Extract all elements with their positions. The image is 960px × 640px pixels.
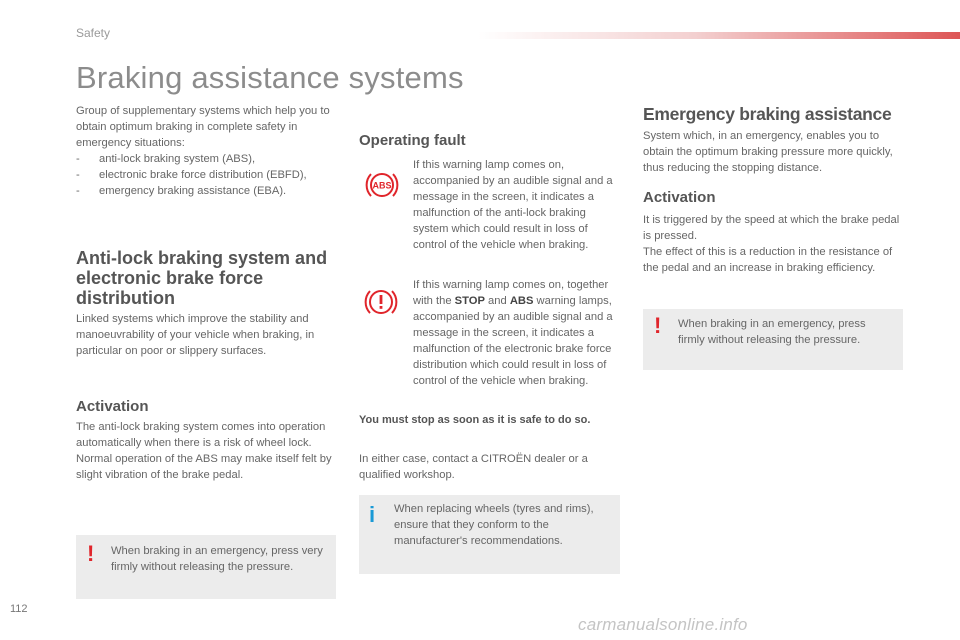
- intro-block: [76, 103, 338, 199]
- page-title: Braking assistance systems: [76, 60, 464, 95]
- operating-fault-title: Operating fault: [359, 132, 466, 149]
- lamp2-text-and: and: [484, 295, 510, 307]
- page-number: 112: [10, 603, 28, 615]
- wheels-info-text: When replacing wheels (tyres and rims), ensure that they conform to the manufacturer's recommendations.: [394, 503, 594, 547]
- either-case-text: In either case, contact a CITROËN dealer or a qualified workshop.: [359, 453, 588, 481]
- info-icon: i: [369, 502, 376, 527]
- brake-warning-lamp-icon: [364, 285, 398, 319]
- must-stop-note: You must stop as soon as it is safe to do so.: [359, 414, 591, 426]
- list-item: - electronic brake force distribution (EBFD),: [76, 167, 338, 183]
- eba-activation-text-1: It is triggered by the speed at which the brake pedal is pressed.: [643, 214, 900, 242]
- header-accent-bar: [478, 32, 960, 39]
- abs-lamp-label: ABS: [372, 180, 392, 191]
- abs-activation-text-2: Normal operation of the ABS may make itself felt by slight vibration of the brake pedal.: [76, 453, 332, 481]
- lamp2-text-before: If this warning lamp comes on, together with the: [413, 279, 609, 307]
- eba-warning-text: When braking in an emergency, press firmly without releasing the pressure.: [678, 318, 866, 346]
- abs-description: Linked systems which improve the stability and manoeuvrability of your vehicle when braking, in particular on poor or slippery surfaces.: [76, 313, 315, 357]
- eba-activation-text: [643, 212, 905, 276]
- eba-activation-title: Activation: [643, 189, 716, 206]
- abs-warning-lamp-icon: [365, 168, 399, 202]
- eba-section-title: Emergency braking assistance: [643, 104, 892, 124]
- section-label: Safety: [76, 26, 111, 40]
- abs-warning-text: When braking in an emergency, press very firmly without releasing the pressure.: [111, 545, 323, 573]
- abs-section-title: Anti-lock braking system and electronic brake force distribution: [76, 248, 328, 308]
- lamp1-text: If this warning lamp comes on, accompanied by an audible signal and a message in the screen, it indicates a malfunction of the anti-lock braking system which could result in loss of control of the vehicle when braking.: [413, 159, 613, 251]
- eba-description: System which, in an emergency, enables you to obtain the optimum braking pressure more quickly, thus reducing the stopping distance.: [643, 130, 893, 174]
- abs-section-text: [76, 311, 338, 359]
- intro-list: [76, 151, 338, 199]
- abs-label: ABS: [509, 295, 534, 307]
- intro-text: Group of supplementary systems which help you to obtain optimum braking in complete safety in emergency situations:: [76, 105, 330, 149]
- eba-activation-text-2: The effect of this is a reduction in the resistance of the pedal and an increase in braking efficiency.: [643, 246, 893, 274]
- exclamation-warning-icon: !: [654, 313, 662, 338]
- abs-activation-text: [76, 419, 338, 483]
- watermark: carmanualsonline.info: [578, 615, 748, 634]
- wheels-info-callout: [359, 495, 620, 574]
- exclamation-warning-icon: !: [87, 541, 95, 566]
- abs-warning-callout: [76, 535, 336, 599]
- eba-warning-callout: [643, 309, 903, 370]
- lamp2-text: [413, 277, 623, 389]
- list-item: - anti-lock braking system (ABS),: [76, 151, 338, 167]
- stop-label: STOP: [454, 295, 485, 307]
- abs-activation-text-1: The anti-lock braking system comes into operation automatically when there is a risk of wheel lock.: [76, 421, 326, 449]
- lamp2-text-after: warning lamps, accompanied by an audible signal and a message in the screen, it indicates a malfunction of the electronic brake force distribution which could result in loss of control of the vehicle when braking.: [413, 295, 613, 387]
- list-item: - emergency braking assistance (EBA).: [76, 183, 338, 199]
- abs-activation-title: Activation: [76, 398, 149, 415]
